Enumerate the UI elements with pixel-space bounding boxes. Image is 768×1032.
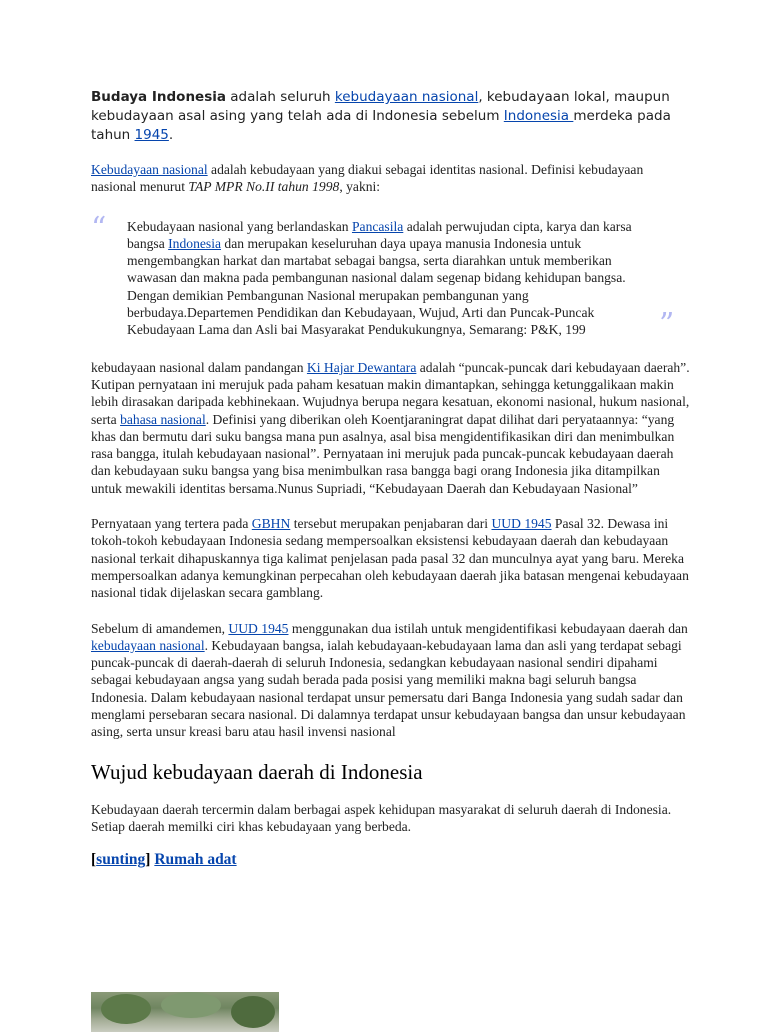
close-quote-icon: ”	[659, 306, 675, 342]
dewantara-paragraph	[91, 359, 691, 497]
quote-text	[127, 218, 647, 339]
bracket-close: ]	[145, 851, 155, 869]
daerah-paragraph: Kebudayaan daerah tercermin dalam berbagai aspek kehidupan masyarakat di seluruh daerah di Indonesia. Setiap daerah memilki ciri khas kebudayaan yang berbeda.	[91, 801, 672, 834]
link-uud-1945-2[interactable]: UUD 1945	[228, 620, 289, 636]
amandemen-text-1: Sebelum di amandemen,	[91, 620, 229, 636]
link-indonesia-2[interactable]: Indonesia	[168, 235, 222, 251]
open-quote-icon: “	[91, 210, 107, 246]
link-kebudayaan-nasional-2[interactable]: Kebudayaan nasional	[91, 162, 208, 177]
quote-text-2: adalah perwujudan cipta, karya dan karsa bangsa	[127, 218, 632, 251]
amandemen-text-3: . Kebudayaan bangsa, ialah kebudayaan-kebudayaan lama dan asli yang terdapat sebagi puncak-puncak di daerah-daerah di seluruh Indonesia, sedangkan kebudayaan nasional sendiri dipahami sebagai kebudayaan angsa yang sudah berada pada posisi yang memiliki makna bagi seluruh bangsa Indonesia. Dalam kebudayaan nasional terdapat unsur pemersatu dari Banga Indonesia yang sudah sadar dan menglami persebaran secara nasional. Di dalamnya terdapat unsur kebudayaan bangsa dan unsur kebudayaan asing, serta unsur kreasi baru atau hasil invensi nasional	[91, 637, 686, 740]
link-bahasa-nasional[interactable]: bahasa nasional	[120, 411, 206, 427]
rumah-adat-photo	[91, 992, 279, 1032]
intro-text-1: adalah seluruh	[225, 89, 335, 105]
intro-paragraph	[91, 88, 691, 145]
intro-text-2: , kebudayaan lokal, maupun kebudayaan asal asing yang telah ada di Indonesia sebelum	[91, 89, 670, 124]
amandemen-text-2: menggunakan dua istilah untuk mengidentifikasi kebudayaan daerah dan	[288, 620, 688, 636]
gbhn-text-3: Pasal 32. Dewasa ini tokoh-tokoh kebudayaan Indonesia sedang mempersoalkan eksistensi kebudayaan daerah dan kebudayaan nasional terkait dihapuskannya tiga kalimat penjelasan pada pasal 32 dan munculnya ayat yang baru. Mereka mempersoalkan adanya kemungkinan perpecahan oleh kebudayaan daerah jika batasan mengenai kebudayaan nasional tidak dijelaskan secara gamblang.	[91, 516, 689, 601]
quote-text-1: Kebudayaan nasional yang berlandaskan	[127, 218, 352, 234]
blockquote	[91, 210, 691, 342]
link-pancasila[interactable]: Pancasila	[351, 218, 404, 234]
dewantara-text-3: . Definisi yang diberikan oleh Koentjaraningrat dapat dilihat dari peryataannya: “yang khas dan bermutu dari suku bangsa mana pun asalnya, asal bisa mengidentifikasikan diri dan menimbulkan rasa bangga, itulah kebudayaan nasional”. Pernyataan ini merujuk pada puncak-puncak kebudayaan daerah dan kebudayaan suku bangsa yang bisa menimbulkan rasa bangga bagi orang Indonesia jika ditampilkan untuk mewakili identitas bersama.Nunus Supriadi, “Kebudayaan Daerah dan Kebudayaan Nasional”	[91, 411, 675, 496]
tap-mpr-citation: TAP MPR No.II tahun 1998	[188, 179, 340, 195]
subsection-heading	[91, 851, 691, 869]
link-1945[interactable]: 1945	[134, 127, 169, 143]
intro-text-3: merdeka pada tahun	[91, 108, 671, 143]
link-kebudayaan-nasional[interactable]: kebudayaan nasional	[334, 89, 479, 105]
definition-paragraph	[91, 161, 691, 196]
link-uud-1945[interactable]: UUD 1945	[491, 516, 552, 532]
link-rumah-adat[interactable]: Rumah adat	[154, 851, 237, 869]
gbhn-paragraph	[91, 515, 691, 601]
intro-text-4: .	[168, 127, 174, 143]
link-gbhn[interactable]: GBHN	[251, 516, 291, 532]
section-heading: Wujud kebudayaan daerah di Indonesia	[91, 759, 423, 784]
definition-text-2: , yakni:	[339, 179, 381, 195]
intro-bold-term: Budaya Indonesia	[91, 89, 226, 105]
dewantara-text-1: kebudayaan nasional dalam pandangan	[91, 359, 307, 375]
link-indonesia[interactable]: Indonesia	[503, 108, 574, 124]
definition-text-1: adalah kebudayaan yang diakui sebagai identitas nasional. Definisi kebudayaan nasional menurut	[91, 162, 644, 195]
link-kebudayaan-nasional-3[interactable]: kebudayaan nasional	[91, 637, 205, 653]
bracket-open: [	[91, 851, 97, 869]
amandemen-paragraph	[91, 620, 691, 741]
gbhn-text-1: Pernyataan yang tertera pada	[91, 516, 252, 532]
article-body	[91, 88, 691, 881]
edit-link[interactable]: sunting	[96, 851, 146, 869]
gbhn-text-2: tersebut merupakan penjabaran dari	[290, 516, 492, 532]
link-ki-hajar-dewantara[interactable]: Ki Hajar Dewantara	[306, 359, 417, 375]
quote-text-3: dan merupakan keseluruhan daya upaya manusia Indonesia untuk mengembangkan harkat dan martabat sebagai bangsa, serta diarahkan untuk memberikan wawasan dan makna pada pembangunan nasional dalam segenap bidang kehidupan bangsa. Dengan demikian Pembangunan Nasional merupakan pembangunan yang berbudaya.Departemen Pendidikan dan Kebudayaan, Wujud, Arti dan Puncak-Puncak Kebudayaan Lama dan Asli bai Masyarakat Pendukukungnya, Semarang: P&K, 199	[127, 235, 626, 338]
dewantara-text-2: adalah “puncak-puncak dari kebudayaan daerah”. Kutipan pernyataan ini merujuk pada paham kesatuan makin dimantapkan, sehingga ketunggalikaan makin lebih dirasakan daripada kebhinekaan. Wujudnya berupa negara kesatuan, ekonomi nasional, hukum nasional, serta	[91, 359, 690, 427]
